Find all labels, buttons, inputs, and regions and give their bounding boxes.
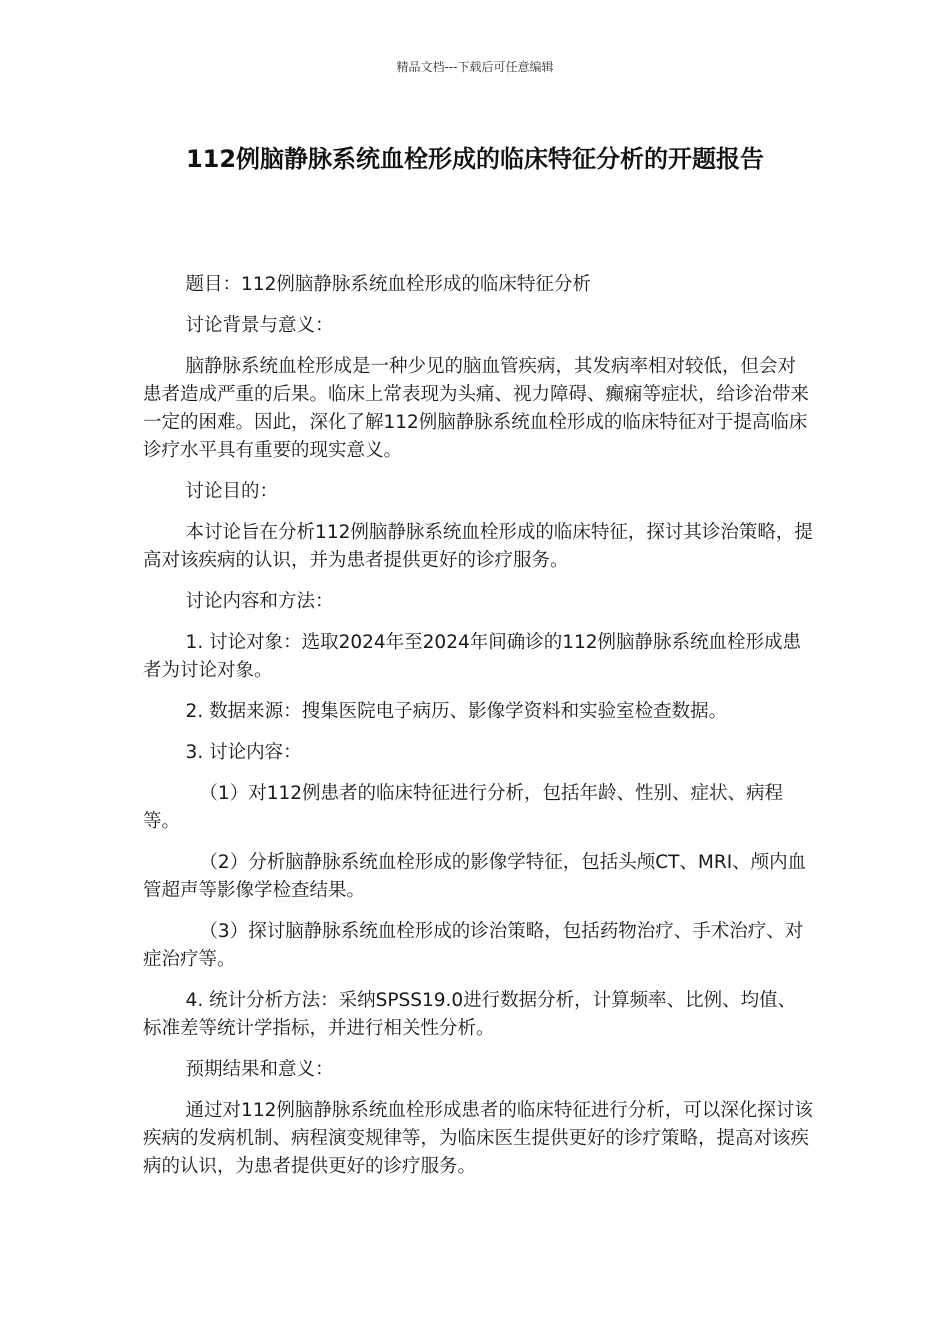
paragraph-item-2: 2. 数据来源：搜集医院电子病历、影像学资料和实验室检查数据。 <box>185 701 728 722</box>
paragraph-subitem-1: （1）对112例患者的临床特征进行分析，包括年龄、性别、症状、病程等。 <box>143 783 784 832</box>
paragraph-purpose: 本讨论旨在分析112例脑静脉系统血栓形成的临床特征，探讨其诊治策略，提高对该疾病的认识，并为患者提供更好的诊疗服务。 <box>143 522 813 571</box>
paragraph-expected-results: 通过对112例脑静脉系统血栓形成患者的临床特征进行分析，可以深化探讨该疾病的发病机制、病程演变规律等，为临床医生提供更好的诊疗策略，提高对该疾病的认识，为患者提供更好的诊疗服务。 <box>143 1100 813 1177</box>
paragraph-item-3: 3. 讨论内容： <box>185 742 302 763</box>
document-title: 112例脑静脉系统血栓形成的临床特征分析的开题报告 <box>185 145 765 173</box>
paragraph-item-4: 4. 统计分析方法：采纳SPSS19.0进行数据分析，计算频率、比例、均值、标准差等统计学指标，并进行相关性分析。 <box>143 990 797 1039</box>
page-header-watermark: 精品文档---下载后可任意编辑 <box>396 60 554 74</box>
heading-content-method: 讨论内容和方法： <box>185 591 334 612</box>
heading-purpose: 讨论目的： <box>185 481 279 502</box>
heading-expected-results: 预期结果和意义： <box>185 1059 334 1080</box>
paragraph-subitem-2: （2）分析脑静脉系统血栓形成的影像学特征，包括头颅CT、MRI、颅内血管超声等影像学检查结果。 <box>143 852 807 901</box>
paragraph-item-1: 1. 讨论对象：选取2024年至2024年间确诊的112例脑静脉系统血栓形成患者为讨论对象。 <box>143 632 802 681</box>
paragraph-background: 脑静脉系统血栓形成是一种少见的脑血管疾病，其发病率相对较低，但会对患者造成严重的后果。临床上常表现为头痛、视力障碍、癫痫等症状，给诊治带来一定的困难。因此，深化了解112例脑静脉系统血栓形成的临床特征对于提高临床诊疗水平具有重要的现实意义。 <box>143 356 810 461</box>
heading-background: 讨论背景与意义： <box>185 315 334 336</box>
paragraph-topic: 题目：112例脑静脉系统血栓形成的临床特征分析 <box>185 274 591 295</box>
document-body <box>143 271 813 1194</box>
paragraph-subitem-3: （3）探讨脑静脉系统血栓形成的诊治策略，包括药物治疗、手术治疗、对症治疗等。 <box>143 921 804 970</box>
